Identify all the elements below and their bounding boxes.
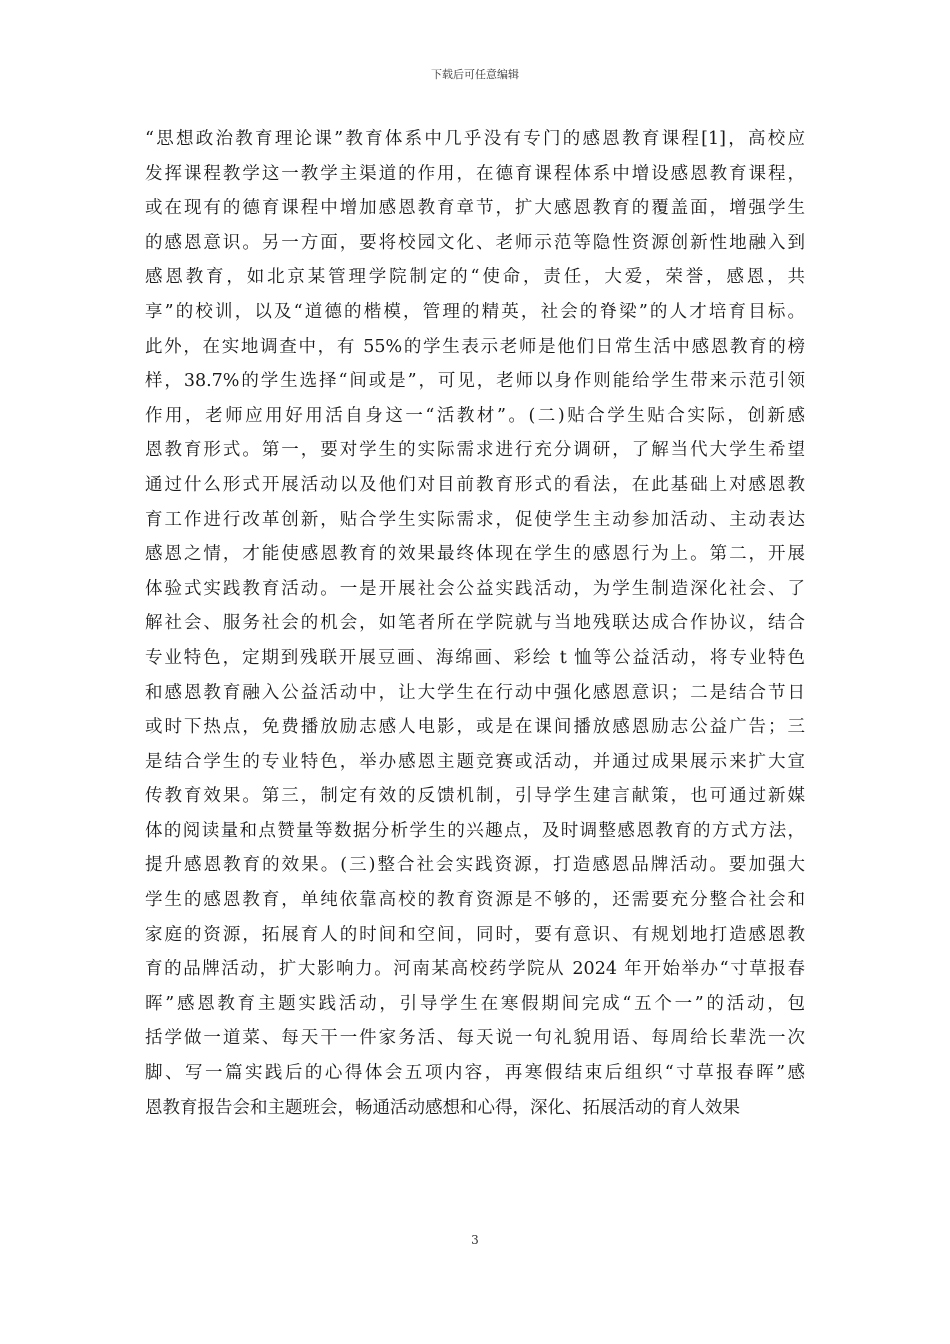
text-line: 体验式实践教育活动。一是开展社会公益实践活动，为学生制造深化社会、了 — [145, 578, 805, 599]
text-line: 传教育效果。第三，制定有效的反馈机制，引导学生建言献策，也可通过新媒 — [145, 786, 805, 807]
text-line: 发挥课程教学这一教学主渠道的作用，在德育课程体系中增设感恩教育课程， — [145, 163, 805, 184]
text-line: 作用，老师应用好用活自身这一“活教材”。(二)贴合学生贴合实际，创新感 — [145, 405, 805, 426]
text-line: 享”的校训，以及“道德的楷模，管理的精英，社会的脊梁”的人才培育目标。 — [145, 301, 805, 322]
text-line: 恩教育报告会和主题班会，畅通活动感想和心得，深化、拓展活动的育人效果 — [145, 1097, 740, 1118]
text-line: 此外，在实地调查中，有 55%的学生表示老师是他们日常生活中感恩教育的榜 — [145, 336, 805, 357]
text-line: 专业特色，定期到残联开展豆画、海绵画、彩绘 t 恤等公益活动，将专业特色 — [145, 647, 805, 668]
text-line: 恩教育形式。第一，要对学生的实际需求进行充分调研，了解当代大学生希望 — [145, 440, 805, 461]
body-text — [145, 122, 805, 1125]
text-line: 感恩教育，如北京某管理学院制定的“使命，责任，大爱，荣誉，感恩，共 — [145, 267, 805, 288]
text-line: 育工作进行改革创新，贴合学生实际需求，促使学生主动参加活动、主动表达 — [145, 509, 805, 530]
text-line: 脚、写一篇实践后的心得体会五项内容，再寒假结束后组织“寸草报春晖”感 — [145, 1063, 806, 1084]
text-line: 是结合学生的专业特色，举办感恩主题竞赛或活动，并通过成果展示来扩大宣 — [145, 751, 805, 772]
text-line: 样，38.7%的学生选择“间或是”，可见，老师以身作则能给学生带来示范引领 — [145, 371, 805, 392]
text-line: 感恩之情，才能使感恩教育的效果最终体现在学生的感恩行为上。第二，开展 — [145, 544, 805, 565]
text-line: 括学做一道菜、每天干一件家务活、每天说一句礼貌用语、每周给长辈洗一次 — [145, 1028, 805, 1049]
text-line: 晖”感恩教育主题实践活动，引导学生在寒假期间完成“五个一”的活动，包 — [145, 993, 805, 1014]
text-line: 家庭的资源，拓展育人的时间和空间，同时，要有意识、有规划地打造感恩教 — [145, 924, 805, 945]
text-line: 育的品牌活动，扩大影响力。河南某高校药学院从 2024 年开始举办“寸草报春 — [145, 959, 805, 980]
text-line: 或时下热点，免费播放励志感人电影，或是在课间播放感恩励志公益广告；三 — [145, 717, 805, 738]
page-header: 下载后可任意编辑 — [431, 68, 519, 81]
text-line: 学生的感恩教育，单纯依靠高校的教育资源是不够的，还需要充分整合社会和 — [145, 890, 805, 911]
text-line: 体的阅读量和点赞量等数据分析学生的兴趣点，及时调整感恩教育的方式方法， — [145, 820, 805, 841]
text-line: 和感恩教育融入公益活动中，让大学生在行动中强化感恩意识；二是结合节日 — [145, 682, 805, 703]
text-line: 或在现有的德育课程中增加感恩教育章节，扩大感恩教育的覆盖面，增强学生 — [145, 198, 805, 219]
text-line: 提升感恩教育的效果。(三)整合社会实践资源，打造感恩品牌活动。要加强大 — [145, 855, 805, 876]
page-number: 3 — [471, 1233, 479, 1247]
text-line: “思想政治教育理论课”教育体系中几乎没有专门的感恩教育课程[1]，高校应 — [145, 129, 805, 149]
text-line: 解社会、服务社会的机会，如笔者所在学院就与当地残联达成合作协议，结合 — [145, 613, 805, 634]
text-line: 的感恩意识。另一方面，要将校园文化、老师示范等隐性资源创新性地融入到 — [145, 232, 805, 253]
text-line: 通过什么形式开展活动以及他们对目前教育形式的看法，在此基础上对感恩教 — [145, 474, 805, 495]
